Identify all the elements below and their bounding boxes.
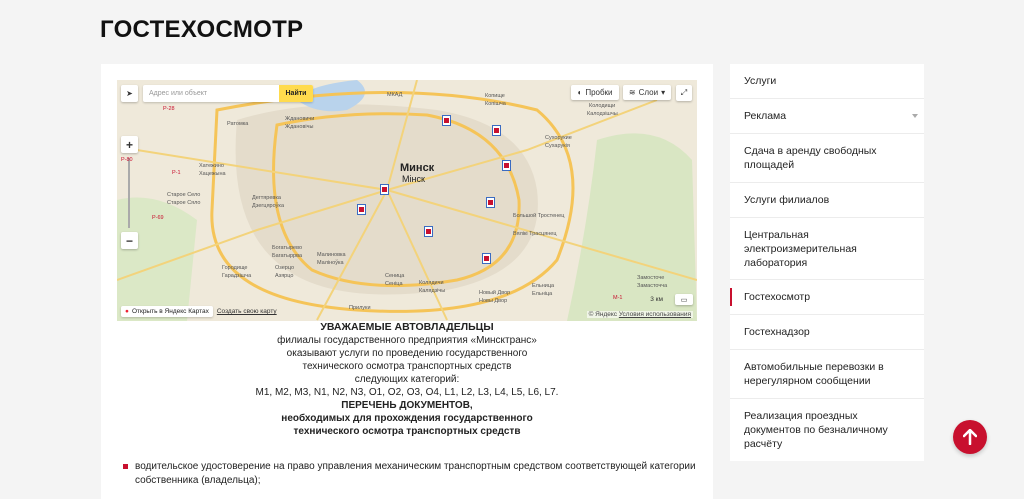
map-label: Сеніца	[385, 281, 403, 287]
map-label: Озерцо	[275, 265, 295, 271]
map-label: Копішча	[485, 101, 506, 107]
sidebar-item-tickets[interactable]: Реализация проездных документов по безналичному расчёту	[744, 410, 888, 450]
sidebar-item-laboratory[interactable]: Центральная электроизмерительная лаборатория	[730, 218, 924, 280]
layers-button[interactable]: ≋ Слои ▾	[623, 85, 671, 100]
map-label: Сеница	[385, 273, 405, 279]
content-card	[101, 64, 713, 499]
map-label: Ельніца	[532, 291, 553, 297]
open-in-yandex-button[interactable]: ● Открыть в Яндекс Картах	[121, 306, 213, 317]
map-pin-icon[interactable]	[482, 253, 491, 264]
city-label: Минск	[400, 162, 435, 174]
map-label: Колядичи	[419, 280, 444, 286]
map-label: Ратомка	[227, 121, 249, 127]
traffic-button[interactable]: ◐ Пробки	[571, 85, 619, 100]
map-label: Сухарукія	[545, 143, 570, 149]
map-label: Азярцо	[275, 273, 294, 279]
map-label: Р-1	[172, 170, 181, 176]
map-pin-icon[interactable]	[442, 115, 451, 126]
map-label: Копище	[485, 93, 505, 99]
map-pin-icon[interactable]	[380, 184, 389, 195]
map-label: Дегтяревка	[252, 195, 281, 201]
scroll-top-button[interactable]	[953, 420, 987, 454]
docs-title: ПЕРЕЧЕНЬ ДОКУМЕНТОВ,	[341, 400, 473, 411]
docs-subtitle: необходимых для прохождения государственного	[281, 413, 533, 424]
zoom-out-button[interactable]: −	[121, 232, 138, 249]
notice-heading: УВАЖАЕМЫЕ АВТОВЛАДЕЛЬЦЫ	[320, 321, 494, 333]
map-label: Багатыррва	[272, 253, 303, 259]
map-search-input[interactable]: Адрес или объект	[149, 90, 208, 97]
map-scale: 3 км	[650, 296, 663, 303]
map-footer	[121, 306, 277, 317]
pin-icon: ●	[125, 308, 129, 315]
map-pin-icon[interactable]	[424, 226, 433, 237]
map-label: Старое Село	[167, 192, 201, 198]
zoom-in-button[interactable]: +	[121, 136, 138, 153]
chevron-down-icon: ▾	[661, 88, 666, 97]
docs-subtitle: технического осмотра транспортных средств	[293, 426, 521, 437]
map-label: Р-80	[121, 157, 133, 163]
ruler-icon[interactable]: ▭	[675, 294, 693, 305]
terms-link[interactable]: Условия использования	[618, 311, 691, 318]
bullet-icon	[123, 464, 128, 469]
traffic-icon: ◐	[577, 88, 583, 97]
map-label: Новый Двор	[479, 290, 511, 296]
notice-block	[101, 321, 713, 438]
sidebar-item-gostekhosmotr[interactable]: Гостехосмотр	[730, 280, 924, 315]
notice-line: филиалы государственного предприятия «Минсктранс»	[277, 335, 537, 346]
map-pin-icon[interactable]	[502, 160, 511, 171]
map-search	[143, 85, 313, 102]
city-label-by: Мінск	[402, 174, 425, 184]
sidebar-item-advertising[interactable]: Реклама	[730, 99, 924, 134]
map-label: Калодзішчы	[587, 111, 618, 117]
sidebar-menu	[730, 64, 924, 461]
map-label: Ждановічы	[285, 124, 314, 130]
map-label: Прилуки	[349, 305, 371, 311]
notice-line: следующих категорий:	[354, 374, 460, 385]
map-label: Р-28	[163, 106, 175, 112]
map-pin-icon[interactable]	[357, 204, 366, 215]
map-label: Новы Двор	[479, 298, 508, 304]
expand-icon[interactable]: ⤢	[676, 85, 692, 101]
map-label: Гарадзішча	[222, 273, 252, 279]
map-label: Большой Тростенец	[513, 213, 565, 219]
map-label: Богатырево	[272, 245, 303, 251]
map-label: Маліноўка	[317, 260, 344, 266]
sidebar-item-rent[interactable]: Сдача в аренду свободных площадей	[730, 134, 924, 183]
map-label: Хатежино	[199, 163, 224, 169]
chevron-down-icon[interactable]	[912, 114, 918, 118]
map-label: Малиновка	[317, 252, 346, 258]
list-item: водительское удостоверение на право управления механическим транспортным средством соответствующей категории собственника (владельца);	[123, 460, 703, 488]
create-map-link[interactable]: Создать свою карту	[216, 308, 277, 315]
map-copyright: © Яндекс Условия использования	[588, 311, 691, 318]
notice-line: M1, M2, M3, N1, N2, N3, O1, O2, O3, O4, L1, L2, L3, L4, L5, L6, L7.	[255, 387, 559, 398]
map-label: Замасточча	[637, 283, 668, 289]
notice-line: оказывают услуги по проведению государственного	[286, 348, 528, 359]
arrow-up-icon	[963, 429, 977, 445]
map-label: Замосточе	[637, 275, 665, 281]
map-search-button[interactable]: Найти	[279, 85, 313, 102]
page-title: ГОСТЕХОСМОТР	[100, 16, 304, 43]
sidebar-item-transport[interactable]: Автомобильные перевозки в нерегулярном сообщении	[730, 350, 924, 399]
map-label: Хацежына	[199, 171, 226, 177]
zoom-slider-track[interactable]	[128, 158, 130, 228]
navigation-arrow-icon[interactable]: ➤	[121, 85, 138, 102]
map-label: Р-69	[152, 215, 164, 221]
layers-icon: ≋	[628, 88, 636, 97]
map-pin-icon[interactable]	[492, 125, 501, 136]
map-label: МКАД	[387, 92, 403, 98]
map-label: Ждановичи	[285, 116, 315, 122]
map-label: Сухорукие	[545, 135, 572, 141]
sidebar-item-services[interactable]: Услуги	[730, 64, 924, 99]
map-label: М-1	[613, 295, 623, 301]
map-label: Вялікі Трасцянец	[513, 231, 557, 237]
map-label: Ельница	[532, 283, 555, 289]
yandex-map[interactable]	[117, 80, 697, 321]
map-label: Старое Сяло	[167, 200, 201, 206]
sidebar-item-gostekhnadzor[interactable]: Гостехнадзор	[730, 315, 924, 350]
map-pin-icon[interactable]	[486, 197, 495, 208]
map-label: Городище	[222, 265, 248, 271]
map-label: Колодищи	[589, 103, 616, 109]
notice-line: технического осмотра транспортных средств	[302, 361, 512, 372]
map-label: Калядзічы	[419, 288, 446, 294]
map-label: Дзегцяроўка	[252, 203, 285, 209]
sidebar-item-branch-services[interactable]: Услуги филиалов	[730, 183, 924, 218]
